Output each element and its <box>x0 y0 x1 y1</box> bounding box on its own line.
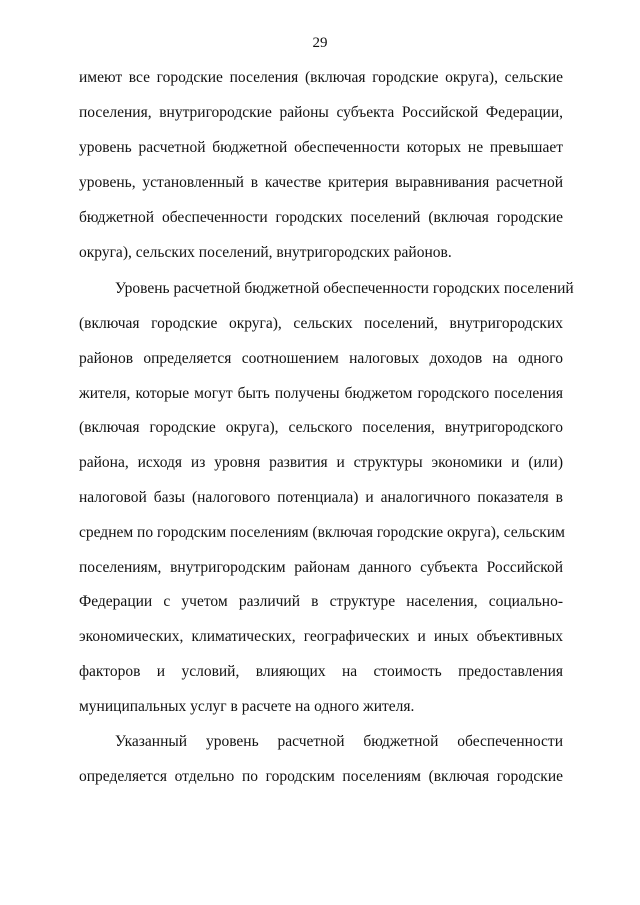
text-line: поселениям, внутригородским районам данного субъекта Российской <box>79 559 563 576</box>
text-line: (включая городские округа), сельского поселения, внутригородского <box>79 419 563 436</box>
text-line: округа), сельских поселений, внутригородских районов. <box>79 244 452 261</box>
text-line: налоговой базы (налогового потенциала) и аналогичного показателя в <box>79 489 563 506</box>
text-line: среднем по городским поселениям (включая городские округа), сельским <box>79 524 565 541</box>
text-line: района, исходя из уровня развития и структуры экономики и (или) <box>79 454 563 471</box>
text-line: Уровень расчетной бюджетной обеспеченности городских поселений <box>115 280 574 297</box>
text-line: поселения, внутригородские районы субъекта Российской Федерации, <box>79 104 563 121</box>
text-line: имеют все городские поселения (включая городские округа), сельские <box>79 69 563 86</box>
text-line: бюджетной обеспеченности городских поселений (включая городские <box>79 209 563 226</box>
text-line: (включая городские округа), сельских поселений, внутригородских <box>79 315 563 332</box>
page-number: 29 <box>312 35 328 51</box>
text-line: факторов и условий, влияющих на стоимость предоставления <box>79 663 563 680</box>
text-line: определяется отдельно по городским поселениям (включая городские <box>79 768 563 785</box>
text-line: районов определяется соотношением налоговых доходов на одного <box>79 350 563 367</box>
text-line: жителя, которые могут быть получены бюджетом городского поселения <box>79 385 563 402</box>
text-line: муниципальных услуг в расчете на одного жителя. <box>79 698 415 715</box>
text-line: Указанный уровень расчетной бюджетной обеспеченности <box>115 733 563 750</box>
text-line: уровень расчетной бюджетной обеспеченности которых не превышает <box>79 139 563 156</box>
text-line: Федерации с учетом различий в структуре населения, социально- <box>79 593 563 610</box>
text-line: уровень, установленный в качестве критерия выравнивания расчетной <box>79 174 563 191</box>
text-line: экономических, климатических, географических и иных объективных <box>79 628 563 645</box>
